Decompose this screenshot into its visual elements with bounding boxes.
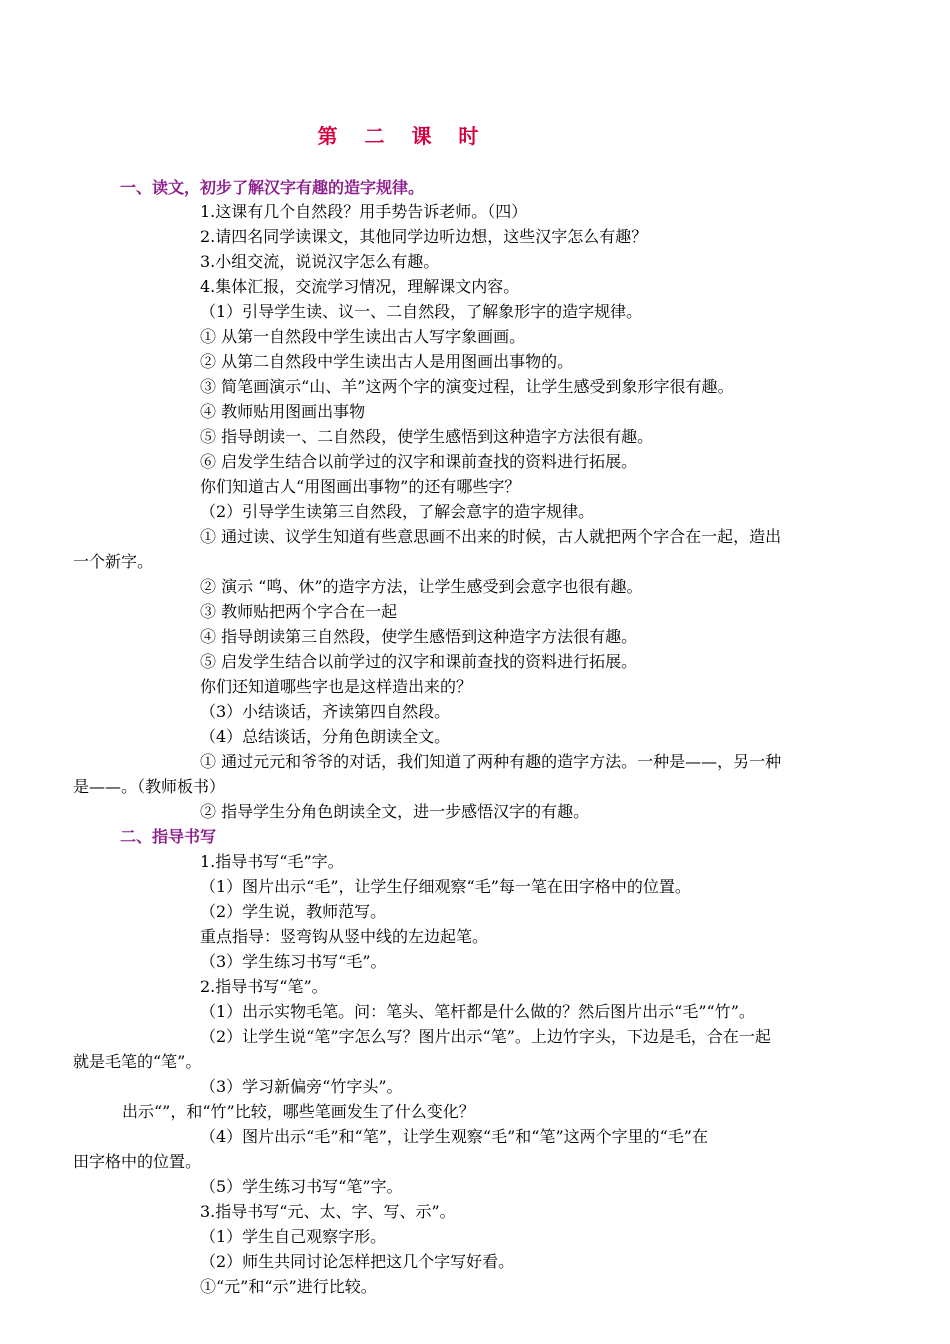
text-line: ① 从第一自然段中学生读出古人写字象画画。 xyxy=(200,327,526,346)
text-line: ③ 简笔画演示“山、羊”这两个字的演变过程，让学生感受到象形字很有趣。 xyxy=(200,377,734,396)
lesson-title: 第 二 课 时 xyxy=(317,124,489,148)
text-line: 4.集体汇报，交流学习情况，理解课文内容。 xyxy=(200,277,520,296)
text-line: （1）引导学生读、议一、二自然段，了解象形字的造字规律。 xyxy=(200,302,643,321)
text-line: ⑥ 启发学生结合以前学过的汉字和课前查找的资料进行拓展。 xyxy=(200,452,638,471)
text-line: （4）图片出示“毛”和“笔”，让学生观察“毛”和“笔”这两个字里的“毛”在 xyxy=(200,1127,708,1146)
text-line: 2.请四名同学读课文，其他同学边听边想，这些汉字怎么有趣？ xyxy=(200,227,648,246)
text-line: ① 通过读、议学生知道有些意思画不出来的时候，古人就把两个字合在一起，造出 xyxy=(200,527,782,546)
text-line: 2.指导书写“笔”。 xyxy=(200,977,328,996)
text-line: ⑤ 启发学生结合以前学过的汉字和课前查找的资料进行拓展。 xyxy=(200,652,638,671)
text-line: （1）学生自己观察字形。 xyxy=(200,1227,387,1246)
text-line: ④ 教师贴用图画出事物 xyxy=(200,402,366,421)
text-line: （3）学生练习书写“毛”。 xyxy=(200,952,387,971)
text-line: （2）引导学生读第三自然段，了解会意字的造字规律。 xyxy=(200,502,595,521)
text-line: （1）出示实物毛笔。问：笔头、笔杆都是什么做的？然后图片出示“毛”“竹”。 xyxy=(200,1002,755,1021)
section-heading-2: 二、指导书写 xyxy=(120,827,217,846)
text-line: （4）总结谈话，分角色朗读全文。 xyxy=(200,727,451,746)
text-line: 1.这课有几个自然段？用手势告诉老师。（四） xyxy=(200,202,528,221)
text-line: ② 演示 “鸣、休”的造字方法，让学生感受到会意字也很有趣。 xyxy=(200,577,643,596)
text-line: （3）小结谈话，齐读第四自然段。 xyxy=(200,702,451,721)
text-line: 3.指导书写“元、太、字、写、示”。 xyxy=(200,1202,456,1221)
text-line: 一个新字。 xyxy=(73,552,154,571)
text-line: 你们还知道哪些字也是这样造出来的？ xyxy=(200,677,473,696)
section-heading-1: 一、读文，初步了解汉字有趣的造字规律。 xyxy=(120,178,425,197)
text-line: ①“元”和“示”进行比较。 xyxy=(200,1277,377,1296)
text-line: （2）让学生说“笔”字怎么写？图片出示“笔”。上边竹字头，下边是毛，合在一起 xyxy=(200,1027,771,1046)
text-line: 田字格中的位置。 xyxy=(73,1152,202,1171)
text-line: ② 指导学生分角色朗读全文，进一步感悟汉字的有趣。 xyxy=(200,802,590,821)
text-line: 你们知道古人“用图画出事物”的还有哪些字？ xyxy=(200,477,521,496)
text-line: ⑤ 指导朗读一、二自然段，使学生感悟到这种造字方法很有趣。 xyxy=(200,427,654,446)
text-line: （2）学生说，教师范写。 xyxy=(200,902,387,921)
text-line: （2）师生共同讨论怎样把这几个字写好看。 xyxy=(200,1252,515,1271)
text-line: （3）学习新偏旁“竹字头”。 xyxy=(200,1077,403,1096)
text-line: 3.小组交流，说说汉字怎么有趣。 xyxy=(200,252,440,271)
text-line: （5）学生练习书写“笔”字。 xyxy=(200,1177,403,1196)
text-line: （1）图片出示“毛”，让学生仔细观察“毛”每一笔在田字格中的位置。 xyxy=(200,877,691,896)
text-line: 是——。（教师板书） xyxy=(73,777,226,796)
text-line: ③ 教师贴把两个字合在一起 xyxy=(200,602,398,621)
text-line: 1.指导书写“毛”字。 xyxy=(200,852,344,871)
text-line: 重点指导：竖弯钩从竖中线的左边起笔。 xyxy=(200,927,489,946)
text-line: 出示“”，和“竹”比较，哪些笔画发生了什么变化？ xyxy=(122,1102,475,1121)
text-line: ① 通过元元和爷爷的对话，我们知道了两种有趣的造字方法。一种是——，另一种 xyxy=(200,752,782,771)
text-line: ④ 指导朗读第三自然段，使学生感悟到这种造字方法很有趣。 xyxy=(200,627,638,646)
text-line: 就是毛笔的“笔”。 xyxy=(73,1052,202,1071)
text-line: ② 从第二自然段中学生读出古人是用图画出事物的。 xyxy=(200,352,574,371)
